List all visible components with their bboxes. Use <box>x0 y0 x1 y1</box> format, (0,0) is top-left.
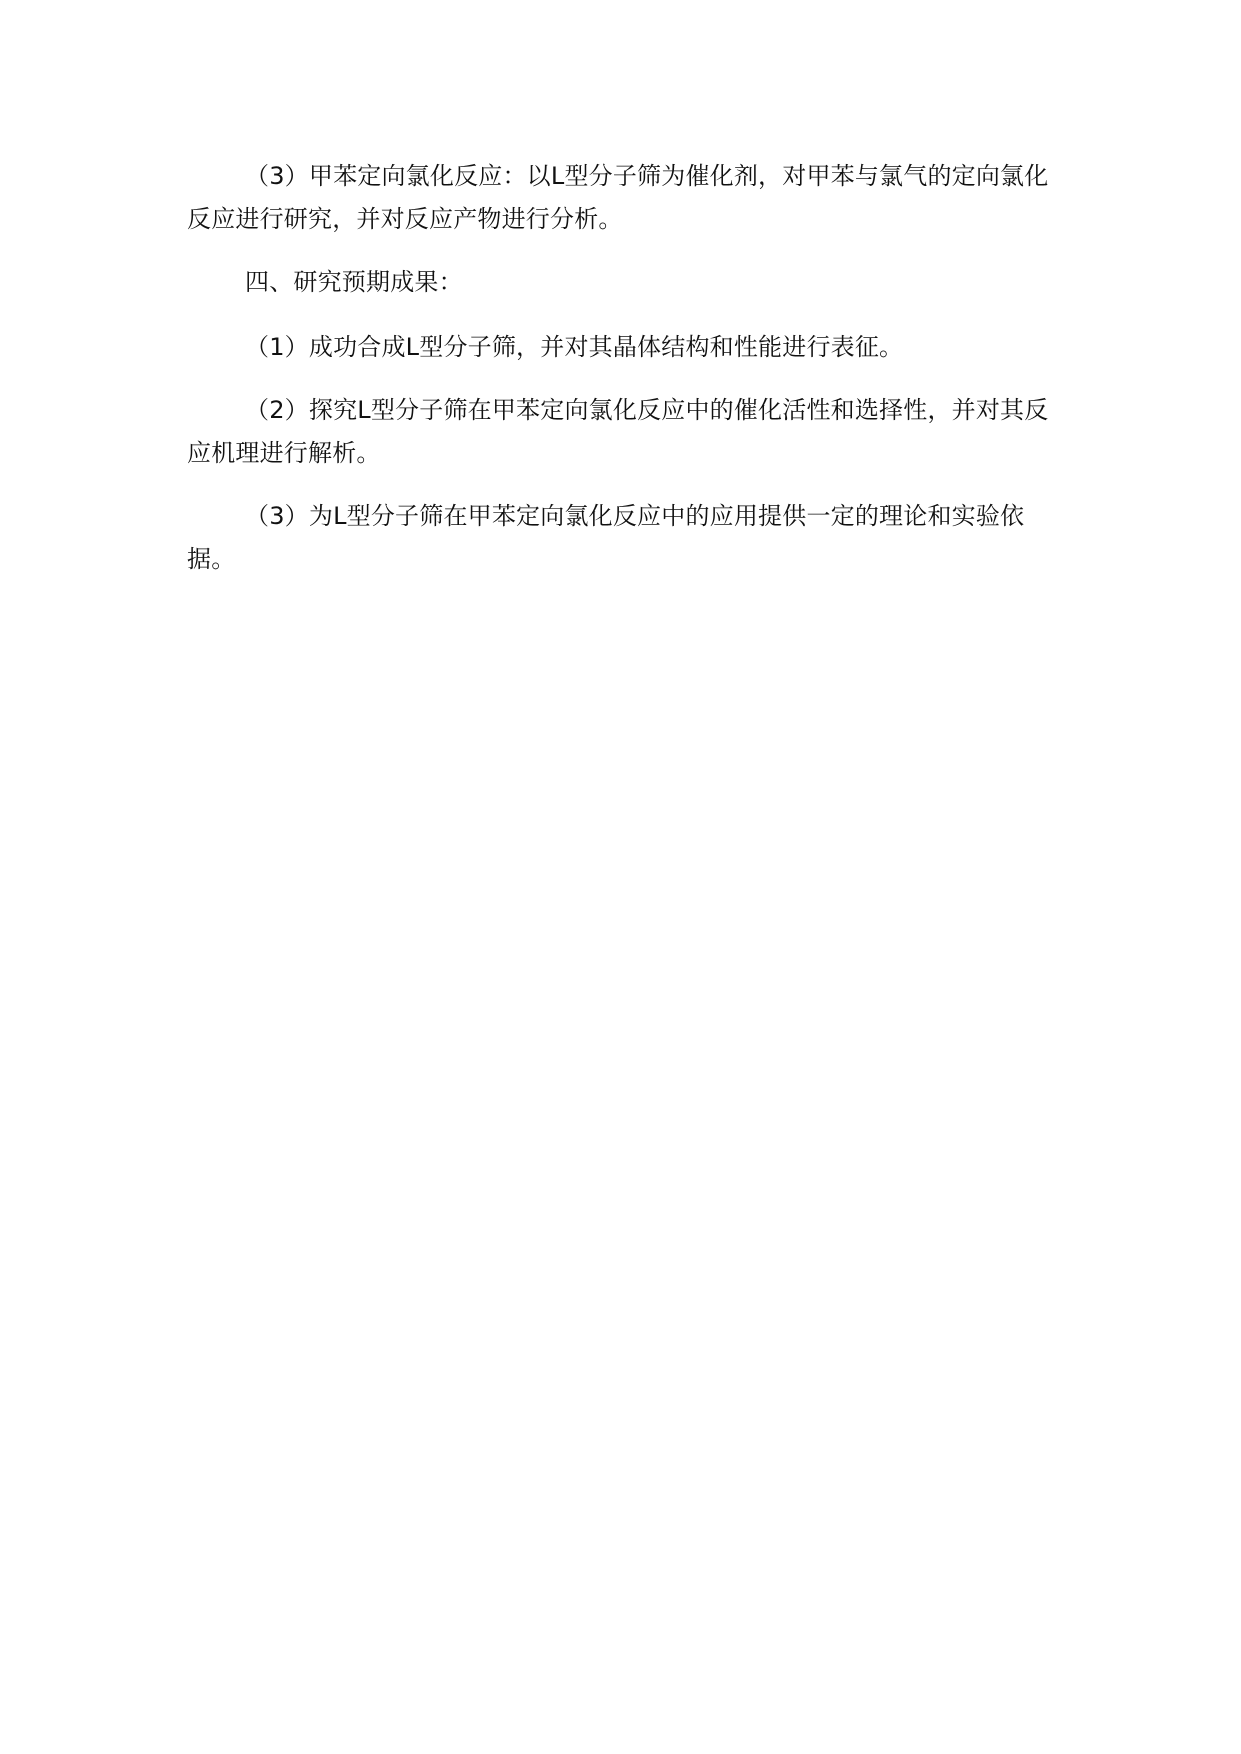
paragraph-result-1: （1）成功合成L型分子筛，并对其晶体结构和性能进行表征。 <box>245 333 904 361</box>
document-body <box>187 155 1049 601</box>
paragraph-result-3: （3）为L型分子筛在甲苯定向氯化反应中的应用提供一定的理论和实验依据。 <box>187 502 1025 573</box>
paragraph-result-2: （2）探究L型分子筛在甲苯定向氯化反应中的催化活性和选择性，并对其反应机理进行解析。 <box>187 396 1049 467</box>
paragraph-method-3: （3）甲苯定向氯化反应：以L型分子筛为催化剂，对甲苯与氯气的定向氯化反应进行研究，并对反应产物进行分析。 <box>187 162 1049 233</box>
section-heading-expected-results: 四、研究预期成果： <box>245 268 463 296</box>
